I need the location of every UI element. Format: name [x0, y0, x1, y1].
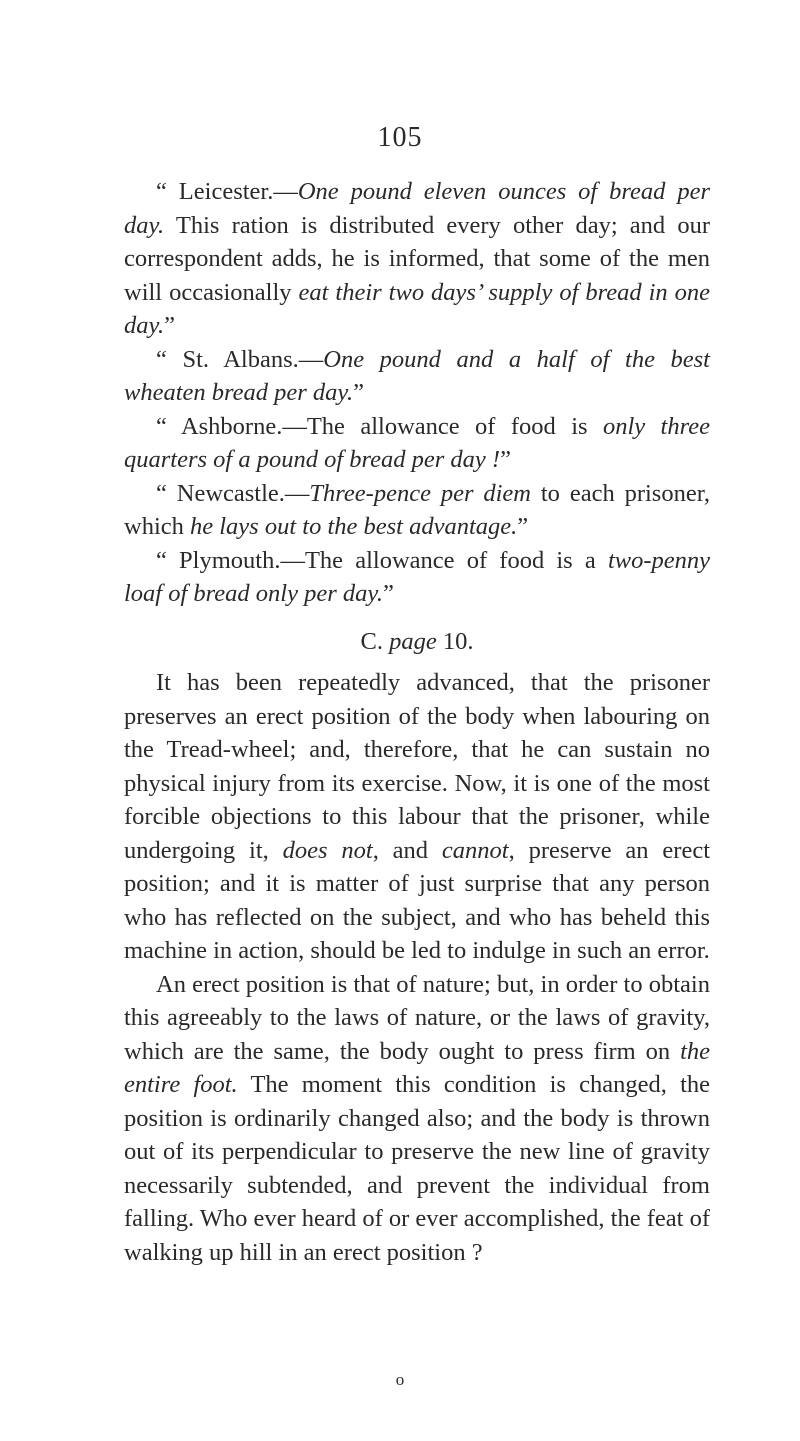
text-run: “ Leicester.— [156, 178, 298, 205]
italic-run: One pound eleven ounces of bread per day. [124, 178, 710, 239]
italic-run: the entire foot. [124, 1037, 710, 1098]
text-run: ” [353, 379, 364, 406]
text-run: This ration is distributed every other day; and our correspondent adds, he is informed, that some of the men will occasionally [124, 211, 710, 306]
italic-run: does not [282, 836, 373, 864]
quote-paragraph [124, 477, 710, 544]
report-quotes [124, 175, 710, 611]
section-prefix: C. [360, 627, 390, 655]
italic-run: only three quarters of a pound of bread per day ! [124, 412, 710, 473]
section-page-num: 10. [436, 627, 474, 655]
body-text [124, 666, 710, 1269]
page-body [124, 175, 710, 1269]
italic-run: Three-pence per diem [309, 479, 531, 507]
text-run: “ Newcastle.— [156, 479, 310, 507]
page-number: 105 [377, 122, 423, 153]
text-run: An erect position is that of nature; but, in order to obtain this agreeably to the laws of nature, or the laws of gravity, which are the same, the body ought to press firm on [124, 970, 710, 1065]
text-run: “ Ashborne.—The allowance of food is [156, 412, 603, 440]
section-heading [124, 625, 710, 659]
text-run: ” [500, 446, 511, 473]
text-run: It has been repeatedly advanced, that the prisoner preserves an erect position of the body when labouring on the Tread-wheel; and, therefore, that he can sustain no physical injury from its exercise. Now, it is one of the most forcible objections to this labour that the prisoner, while undergoing it, [124, 669, 710, 864]
quote-paragraph [124, 175, 710, 343]
italic-run: cannot [441, 836, 509, 864]
text-run: “ Plymouth.—The allowance of food is a [156, 546, 608, 574]
signature-mark: o [395, 1370, 405, 1389]
quote-paragraph [124, 343, 710, 410]
text-run: to each prisoner, which [124, 479, 710, 540]
text-run: ” [517, 513, 529, 540]
text-run: “ St. Albans.— [156, 345, 324, 373]
text-run: ” [383, 580, 394, 607]
body-paragraph [124, 666, 710, 968]
italic-run: two-penny loaf of bread only per day. [124, 546, 710, 607]
italic-run: One pound and a half of the best wheaten bread per day. [124, 345, 710, 406]
quote-paragraph [124, 544, 710, 611]
text-run: ” [164, 312, 176, 339]
text-run: , preserve an erect position; and it is matter of just surprise that any person who has reflected on the subject, and who has beheld this machine in action, should be led to indulge in such an error. [124, 836, 711, 964]
italic-run: eat their two days’ supply of bread in one day. [124, 278, 710, 339]
section-page-word: page [389, 627, 437, 655]
text-run: The moment this condition is changed, the position is ordinarily changed also; and the body is thrown out of its perpendicular to preserve the new line of gravity necessarily subtended, and prevent the individual from falling. Who ever heard of or ever accomplished, the feat of walking up hill in an erect position ? [124, 1071, 711, 1266]
text-run: , and [372, 836, 442, 864]
body-paragraph [124, 968, 710, 1270]
italic-run: he lays out to the best advantage. [190, 513, 518, 540]
quote-paragraph [124, 410, 710, 477]
